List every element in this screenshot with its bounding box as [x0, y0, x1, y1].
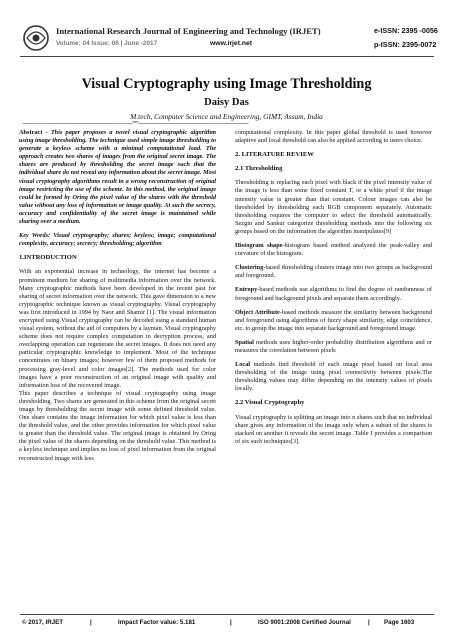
footer-rule: [20, 614, 434, 615]
right-column: [235, 129, 432, 452]
footer-sep: |: [230, 619, 232, 626]
method-text: methods uses higher-order probability distribution algorithms and or measures the correlation between pixels: [235, 338, 432, 354]
method-term: Clustering: [235, 264, 264, 272]
method-term: Entropy: [235, 286, 258, 294]
section-separator: ---------------------------------------------------------------------***---------------------------------------------------------------------: [22, 121, 249, 127]
literature-review-heading: 2. LITERATURE REVIEW: [235, 151, 314, 159]
footer-sep: |: [90, 619, 92, 626]
footer-iso: ISO 9001:2008 Certified Journal: [258, 619, 351, 626]
footer-page-number: Page 1603: [384, 619, 415, 626]
abstract-text: This paper proposes a novel visual cryptographic algorithm using image thresholding. The technique used simple image thresholding to generate a keyless scheme with a minimal computational load. The approach creates two shares of images from the original secret image. The shares are produced by thresholding the secret image such that the individual share do not reveal any information about the secret image. Most visual cryptography algorithms result in a wrong reconstruction of original image restricting the use of the scheme. In this method, the original image could be formed by Oring the pixel value of the shares with the threshold value without any loss of information or image quality. At such the secrecy, accuracy and confidentiality of the secret image is maintained while sharing over a medium.: [19, 129, 216, 226]
introduction-paragraph-2: This paper describes a technique of visual cryptography using image thresholding. Two shares are generated in this scheme from the original secret image by thresholding the secret image with some defined threshold value. One share contains the image information for which pixel value is less than the threshold value, and the other provides information for which pixel value is greater than the threshold value. The original image is obtained by Oring the pixel value of the shares depending on the threshold value. This method is a keyless technique and implies no loss of pixel information from the original reconstructed image with less: [19, 389, 216, 462]
abstract-label: Abstract -: [19, 129, 48, 136]
thresholding-paragraph: Thresholding is replacing each pixel with black if the pixel intensity value of the image is less than some fixed constant T, or a white pixel if the image intensity value is greater than that constant. Colour images can also be thresholded by thresholding each RGB component separately. Automatic thresholding requires the computer to select the threshold automatically. Sezgin and Sankur categorize thresholding methods into the following six groups based on the information the algorithm manipulates[9]: [235, 179, 432, 235]
keywords: Key Words: Visual cryptography; shares; keyless; image; computational complexity, accuracy; secrecy; thresholding; algorithm: [19, 232, 216, 248]
irjet-logo-icon: [22, 23, 50, 53]
left-column: [19, 129, 216, 469]
method-item: [235, 286, 432, 302]
method-text: -based thresholding clusters image into two groups as background and foreground.: [235, 264, 432, 280]
method-item: [235, 242, 432, 258]
method-item: [235, 361, 432, 393]
header-rule: [20, 56, 434, 57]
paper-title: Visual Cryptography using Image Thresholding: [81, 76, 372, 92]
method-term: Spatial: [235, 338, 254, 346]
footer-copyright: © 2017, IRJET: [22, 619, 64, 626]
method-item: [235, 309, 432, 333]
journal-name: International Research Journal of Engineering and Technology (IRJET): [56, 26, 321, 36]
continued-paragraph: computational complexity. In this paper global threshold is used however adaptive and local threshold can also be applied according to users choice.: [235, 129, 432, 145]
volume-issue: Volume: 04 Issue: 06 | June -2017: [56, 40, 158, 47]
visual-cryptography-subheading: 2.2 Visual Cryptography: [235, 399, 305, 407]
method-term: Object Attribute: [235, 308, 280, 316]
introduction-paragraph: With an exponential increase in technology, the internet has become a prominent medium for sharing of multimedia information over the network. Many cryptographic methods have been developed in the recent past for sharing of secret information over the network. This gave dimension to a new cryptographic technique known as visual cryptography. Visual cryptography was first introduced in 1994 by Naor and Shamir [1]. The visual information encrypted using Visual cryptography can be decoded using a standard human visual system, without the aid of computers by a layman. Visual cryptography scheme does not require complex computation in decryption process, and overlapping operation can regenerate the secret images. It does not need any particular cryptographic knowledge to implement. Most of the technique concentrates on binary images; however few of them proposed methods for processing gray-level and color images[2]. The methods used for color images have a poor reconstruction of an original image with quality and information loss of the recovered image.: [19, 268, 216, 389]
method-term: Local: [235, 361, 251, 369]
introduction-heading: 1.INTRODUCTION: [19, 254, 77, 262]
method-text: methods find threshold of each image pixel based on local area thresholding of the image using pixel connectivity between pixels.The thresholding values may differ depending on the intensity values of pixels locally.: [235, 361, 432, 393]
method-item: [235, 339, 432, 355]
method-text: -based methods measure the similarity between background and foreground using algorithms of fuzzy shape similarity, edge coincidence, etc. to group the image into separate background and foreground image.: [235, 308, 433, 332]
eissn: e-ISSN: 2395 -0056: [374, 26, 438, 35]
visual-cryptography-paragraph: Visual cryptography is splitting an image into n shares such that no individual share gives any information of the image only when a subset of the shares is stacked on another it reveals the secret image. Table I provides a comparison of six such techniques[3].: [235, 413, 432, 445]
author-affiliation: M.tech, Computer Science and Engineering, GIMT, Assam, India: [130, 112, 323, 121]
abstract: [19, 129, 216, 226]
footer-impact-factor: Impact Factor value: 5.181: [118, 619, 196, 626]
author-name: Daisy Das: [204, 97, 249, 108]
method-text: -based methods use algorithms to find the degree of randomness of foreground and background pixels and separate them accordingly.: [235, 286, 432, 302]
journal-website: www.irjet.net: [210, 40, 253, 47]
method-text: -histogram based method analyzed the peak-valley and curvature of the histogram.: [235, 242, 433, 258]
method-term: Histogram shape: [235, 242, 283, 250]
thresholding-subheading: 2.1 Thresholding: [235, 165, 283, 173]
footer-sep: |: [368, 619, 370, 626]
method-item: [235, 264, 432, 280]
pissn: p-ISSN: 2395-0072: [374, 40, 437, 49]
